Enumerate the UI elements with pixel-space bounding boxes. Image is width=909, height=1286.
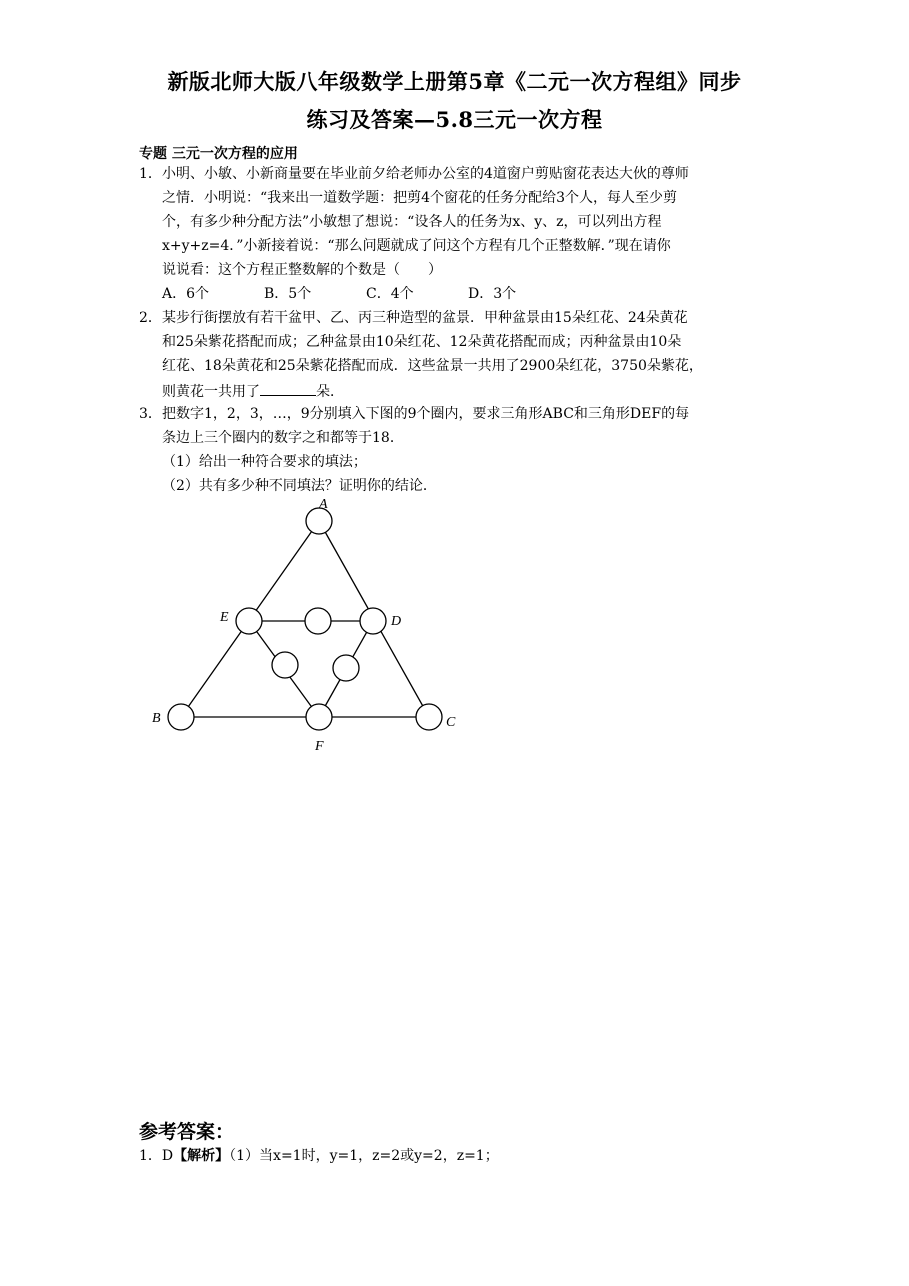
circle-e <box>236 608 262 634</box>
q3-number: 3． <box>139 406 162 422</box>
q2-line: 和25朵紫花搭配而成；乙种盆景由10朵红花、12朵黄花搭配而成；丙种盆景由10朵 <box>162 334 682 350</box>
q2-last-suffix: 朵． <box>316 384 344 400</box>
q3-subquestion-1: （1）给出一种符合要求的填法； <box>162 454 367 470</box>
q3-subquestion-2: （2）共有多少种不同填法？证明你的结论． <box>162 478 437 494</box>
q1-line: 小明、小敏、小新商量要在毕业前夕给老师办公室的4道窗户剪贴窗花表达大伙的尊师 <box>162 166 689 182</box>
q1-line: 个，有多少种分配方法”小敏想了想说：“设各人的任务为x、y、z，可以列出方程 <box>162 214 662 230</box>
q2-line: 红花、18朵黄花和25朵紫花搭配而成．这些盆景一共用了2900朵红花，3750朵紫花， <box>162 358 703 374</box>
q3-line: 条边上三个圈内的数字之和都等于18． <box>162 430 404 446</box>
section-title: 专题 三元一次方程的应用 <box>139 146 298 162</box>
q2-last-prefix: 则黄花一共用了 <box>162 384 260 400</box>
q1-line: 说说看：这个方程正整数解的个数是（ ） <box>162 262 442 278</box>
circle-f <box>306 704 332 730</box>
q1-option-d: D．3个 <box>468 286 517 302</box>
page-title-line2: 练习及答案—5.8三元一次方程 <box>306 107 603 132</box>
answers-heading: 参考答案： <box>139 1121 235 1143</box>
circle-b <box>168 704 194 730</box>
q2-number: 2． <box>139 310 162 326</box>
q1-option-c: C．4个 <box>366 286 414 302</box>
label-b: B <box>152 711 161 726</box>
answer-line-1 <box>139 1145 499 1165</box>
answer-text: （1）当x=1时，y=1，z=2或y=2，z=1； <box>229 1148 499 1164</box>
q1-line: 之情．小明说：“我来出一道数学题：把剪4个窗花的任务分配给3个人，每人至少剪 <box>162 190 677 206</box>
circle-ef-mid <box>272 652 298 678</box>
circle-c <box>416 704 442 730</box>
label-f: F <box>315 739 324 754</box>
circle-d <box>360 608 386 634</box>
q1-option-a: A．6个 <box>162 286 210 302</box>
label-d: D <box>391 614 402 629</box>
q3-line: 把数字1，2，3，…，9分别填入下图的9个圈内，要求三角形ABC和三角形DEF的每 <box>162 406 690 422</box>
q1-number: 1． <box>139 166 162 182</box>
q1-line: x+y+z=4．”小新接着说：“那么问题就成了问这个方程有几个正整数解．”现在请你 <box>162 238 671 254</box>
analysis-tag: 【解析】 <box>173 1148 230 1164</box>
q1-option-b: B．5个 <box>264 286 312 302</box>
circle-df-mid <box>333 655 359 681</box>
label-e: E <box>220 610 229 625</box>
label-c: C <box>446 715 456 730</box>
page-title-line1: 新版北师大版八年级数学上册第5章《二元一次方程组》同步 <box>167 69 742 94</box>
label-a: A <box>319 497 328 512</box>
circle-ed-mid <box>305 608 331 634</box>
answer-prefix: 1．D <box>139 1148 174 1164</box>
q2-line: 某步行街摆放有若干盆甲、乙、丙三种造型的盆景．甲种盆景由15朵红花、24朵黄花 <box>162 310 688 326</box>
